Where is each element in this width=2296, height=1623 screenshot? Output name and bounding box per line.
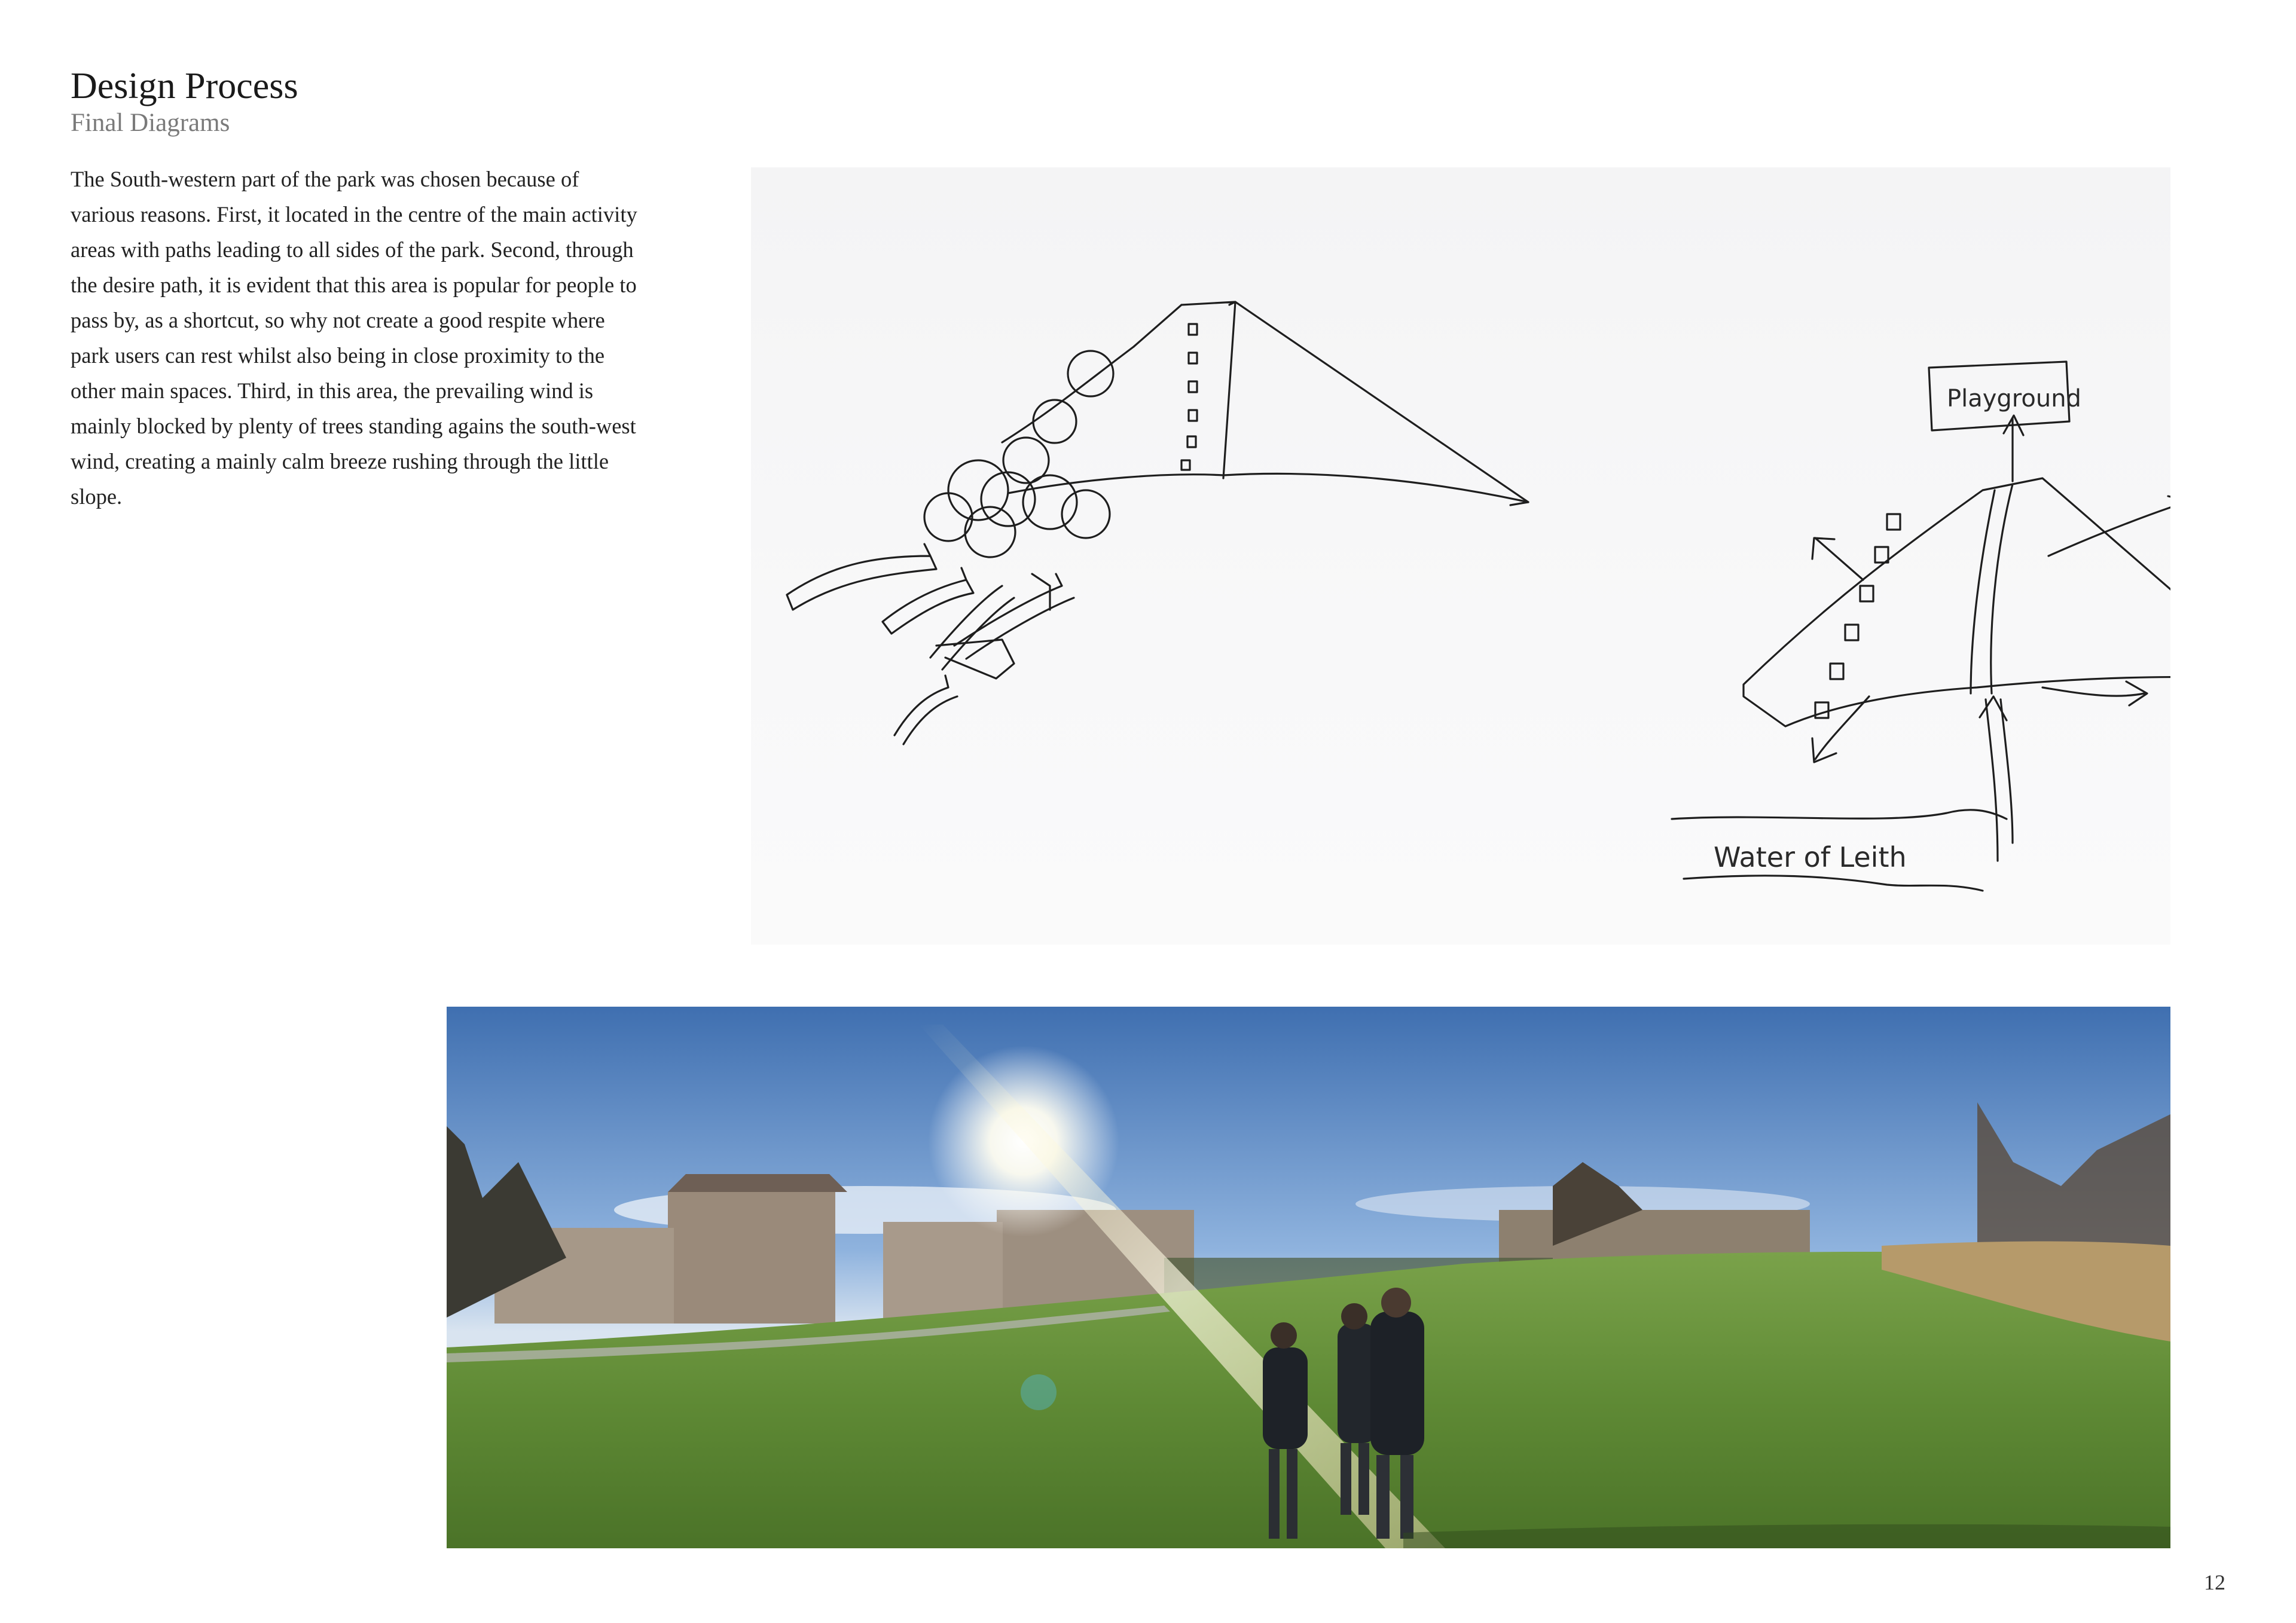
left-wedge-sketch (787, 302, 1528, 744)
page-subtitle: Final Diagrams (71, 109, 230, 137)
right-wedge-sketch (1672, 362, 2170, 891)
park-panorama-photo (447, 1007, 2170, 1548)
page-title: Design Process (71, 66, 298, 106)
body-paragraph: The South-western part of the park was chosen because of various reasons. First, it located in the centre of the main activity areas with paths leading to all sides of the park. Second, through the desire path, it is evident that this area is popular for people to pass by, as a shortcut, so why not create a good respite where park users can rest whilst also being in close proximity to the other main spaces. Third, in this area, the prevailing wind is mainly blocked by plenty of trees standing agains the south-west wind, creating a mainly calm breeze rushing through the little slope. (71, 167, 637, 509)
sketch-diagram (751, 167, 2170, 945)
playground-label: Playground (1947, 385, 2081, 412)
water-of-leith-label: Water of Leith (1714, 841, 1907, 873)
page-number: 12 (2204, 1570, 2225, 1594)
